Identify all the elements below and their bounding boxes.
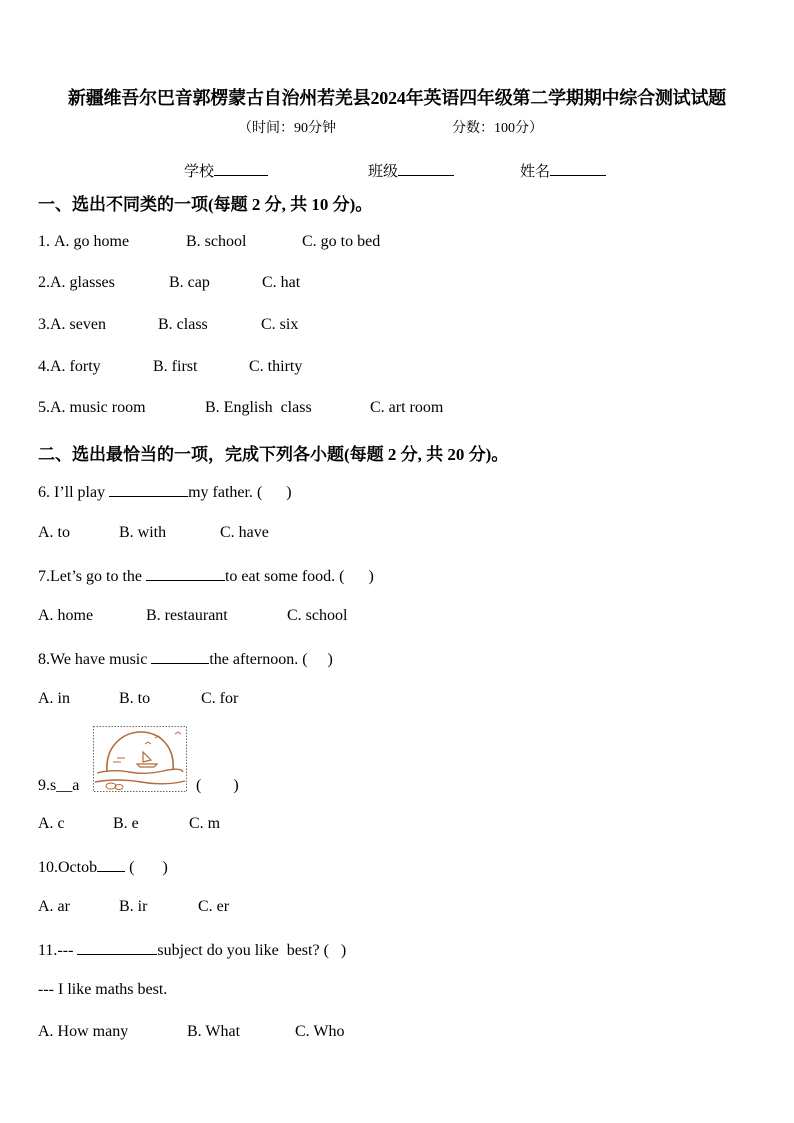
q2-option-a: A. glasses: [50, 274, 115, 291]
q6-stem-end: my father. ( ): [188, 484, 292, 501]
q9-option-b: B. e: [113, 815, 139, 832]
q10-option-b: B. ir: [119, 898, 148, 915]
question-7: [38, 566, 374, 586]
q4-option-b: B. first: [153, 358, 198, 375]
sun-outline: [107, 732, 173, 772]
q8-blank[interactable]: [151, 649, 209, 664]
question-10: [38, 857, 168, 877]
q2-option-b: B. cap: [169, 274, 210, 291]
q7-option-b: B. restaurant: [146, 607, 228, 624]
q3-option-c: C. six: [261, 316, 299, 333]
exam-time: （时间：90分钟: [238, 121, 336, 136]
q7-stem-start: 7.Let’s go to the: [38, 568, 146, 585]
q5-number: 5.: [38, 399, 50, 416]
q10-options: [38, 898, 229, 916]
q10-option-c: C. er: [198, 898, 230, 915]
class-field: [368, 160, 454, 181]
q9-stem: 9.s__a: [38, 777, 80, 794]
q8-option-b: B. to: [119, 690, 151, 707]
sailboat-icon: [137, 752, 157, 767]
q9-option-a: A. c: [38, 815, 65, 832]
q6-option-b: B. with: [119, 524, 167, 541]
q4-option-c: C. thirty: [249, 358, 303, 375]
q11-blank[interactable]: [77, 940, 157, 955]
q3-option-b: B. class: [158, 316, 208, 333]
bird-icon: [145, 742, 151, 744]
q8-option-c: C. for: [201, 690, 239, 707]
q7-blank[interactable]: [146, 566, 225, 581]
q1-option-b: B. school: [186, 233, 247, 250]
q11-option-c: C. Who: [295, 1023, 345, 1040]
question-8: [38, 649, 333, 669]
question-2: [38, 274, 300, 292]
question-5: [38, 399, 443, 417]
school-blank[interactable]: [214, 161, 268, 176]
q10-answer-bracket: ( ): [125, 859, 168, 876]
q2-option-c: C. hat: [262, 274, 301, 291]
q1-option-c: C. go to bed: [302, 233, 381, 250]
q6-option-a: A. to: [38, 524, 70, 541]
q6-blank[interactable]: [109, 482, 188, 497]
q11-stem-start: 11.---: [38, 942, 78, 959]
q3-number: 3.: [38, 316, 50, 333]
q5-option-a: A. music room: [50, 399, 146, 416]
q6-options: [38, 524, 269, 542]
q8-stem-start: 8.We have music: [38, 651, 152, 668]
q1-number: 1.: [38, 233, 54, 250]
question-3: [38, 316, 298, 334]
name-label: 姓名: [520, 164, 551, 180]
q10-option-a: A. ar: [38, 898, 70, 915]
q7-options: [38, 607, 347, 625]
q7-stem-end: to eat some food. ( ): [224, 568, 374, 585]
bird-icon: [175, 732, 181, 734]
exam-score: 分数：100分）: [452, 121, 543, 136]
q2-number: 2.: [38, 274, 50, 291]
name-field: [520, 160, 606, 181]
section1-heading: 一、选出不同类的一项(每题 2 分, 共 10 分)。: [38, 195, 373, 214]
question-6: [38, 482, 292, 502]
class-blank[interactable]: [398, 161, 454, 176]
sea-wave: [113, 758, 125, 762]
name-blank[interactable]: [550, 161, 606, 176]
q11-answer: --- I like maths best.: [38, 981, 168, 998]
q11-option-a: A. How many: [38, 1023, 129, 1040]
q8-option-a: A. in: [38, 690, 70, 707]
q9-option-c: C. m: [189, 815, 221, 832]
q1-option-a: A. go home: [54, 233, 130, 250]
q5-option-b: B. English class: [205, 399, 312, 416]
school-label: 学校: [184, 164, 215, 180]
q10-stem: 10.Octob: [38, 859, 98, 876]
q3-option-a: A. seven: [50, 316, 106, 333]
school-field: [184, 160, 268, 181]
q10-blank[interactable]: [97, 857, 125, 872]
question-1: [38, 233, 380, 251]
q6-option-c: C. have: [220, 524, 269, 541]
section2-heading: 二、选出最恰当的一项，完成下列各小题(每题 2 分, 共 20 分)。: [38, 445, 509, 464]
sea-wave: [97, 769, 183, 773]
q9-options: [38, 815, 220, 833]
q9-answer-bracket: ( ): [196, 777, 239, 794]
q4-option-a: A. forty: [50, 358, 101, 375]
q8-stem-end: the afternoon. ( ): [209, 651, 333, 668]
q11-options: [38, 1023, 344, 1041]
q5-option-c: C. art room: [370, 399, 444, 416]
q7-option-c: C. school: [287, 607, 348, 624]
q8-options: [38, 690, 238, 708]
question-4: [38, 358, 302, 376]
question-9: [38, 777, 239, 795]
q4-number: 4.: [38, 358, 50, 375]
exam-title: 新疆维吾尔巴音郭楞蒙古自治州若羌县2024年英语四年级第二学期期中综合测试试题: [67, 88, 727, 108]
class-label: 班级: [368, 164, 399, 180]
q6-stem-start: 6. I’ll play: [38, 484, 110, 501]
q7-option-a: A. home: [38, 607, 94, 624]
q11-option-b: B. What: [187, 1023, 241, 1040]
q11-stem-end: subject do you like best? ( ): [157, 942, 347, 959]
question-11: [38, 940, 346, 960]
